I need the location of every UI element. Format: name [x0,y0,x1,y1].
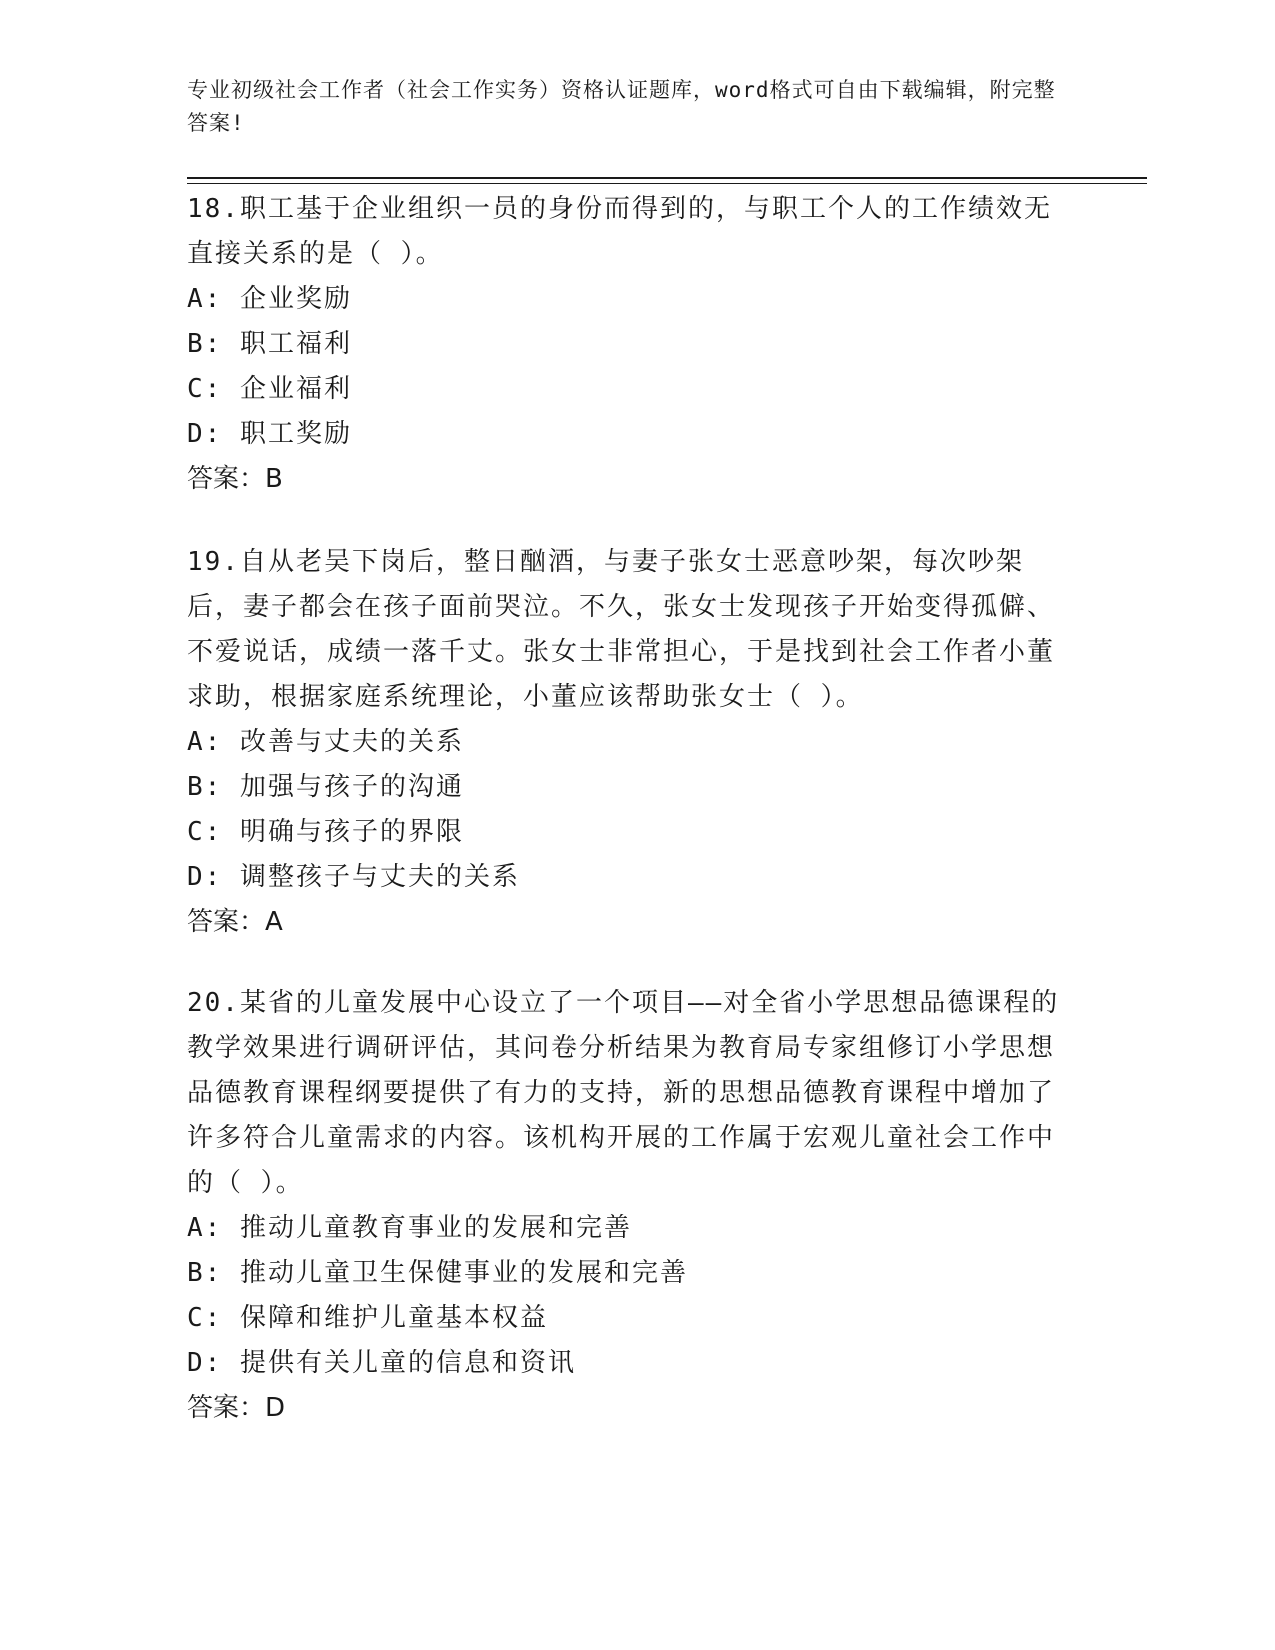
option-c: C: 企业福利 [187,374,352,404]
option-list [187,277,1067,457]
answer-text: 答案：D [187,1393,286,1423]
answer-text: 答案：B [187,464,283,494]
option-list [187,1206,1067,1386]
option-d: D: 职工奖励 [187,419,352,449]
option-b: B: 加强与孩子的沟通 [187,772,464,802]
option-d: D: 提供有关儿童的信息和资讯 [187,1348,576,1378]
question-18 [187,187,1067,502]
question-19 [187,540,1067,945]
question-text: 20.某省的儿童发展中心设立了一个项目——对全省小学思想品德课程的教学效果进行调研评估，其问卷分析结果为教育局专家组修订小学思想品德教育课程纲要提供了有力的支持，新的思想品德教育课程中增加了许多符合儿童需求的内容。该机构开展的工作属于宏观儿童社会工作中的（ ）。 [187,988,1060,1198]
question-text: 18.职工基于企业组织一员的身份而得到的，与职工个人的工作绩效无直接关系的是（ ）。 [187,194,1052,269]
header-divider-thin [187,183,1147,184]
header-divider-thick [187,177,1147,179]
option-a: A: 改善与丈夫的关系 [187,727,464,757]
option-b: B: 推动儿童卫生保健事业的发展和完善 [187,1258,688,1288]
question-text: 19.自从老吴下岗后，整日酗酒，与妻子张女士恶意吵架，每次吵架后，妻子都会在孩子面前哭泣。不久，张女士发现孩子开始变得孤僻、不爱说话，成绩一落千丈。张女士非常担心，于是找到社会工作者小董求助，根据家庭系统理论，小董应该帮助张女士（ ）。 [187,547,1056,712]
option-c: C: 明确与孩子的界限 [187,817,464,847]
option-b: B: 职工福利 [187,329,352,359]
answer-text: 答案：A [187,907,283,937]
option-c: C: 保障和维护儿童基本权益 [187,1303,548,1333]
option-list [187,720,1067,900]
option-a: A: 推动儿童教育事业的发展和完善 [187,1213,632,1243]
option-d: D: 调整孩子与丈夫的关系 [187,862,520,892]
question-20 [187,981,1067,1431]
option-a: A: 企业奖励 [187,284,352,314]
header-note: 专业初级社会工作者（社会工作实务）资格认证题库，word格式可自由下载编辑，附完整答案! [187,78,1056,135]
